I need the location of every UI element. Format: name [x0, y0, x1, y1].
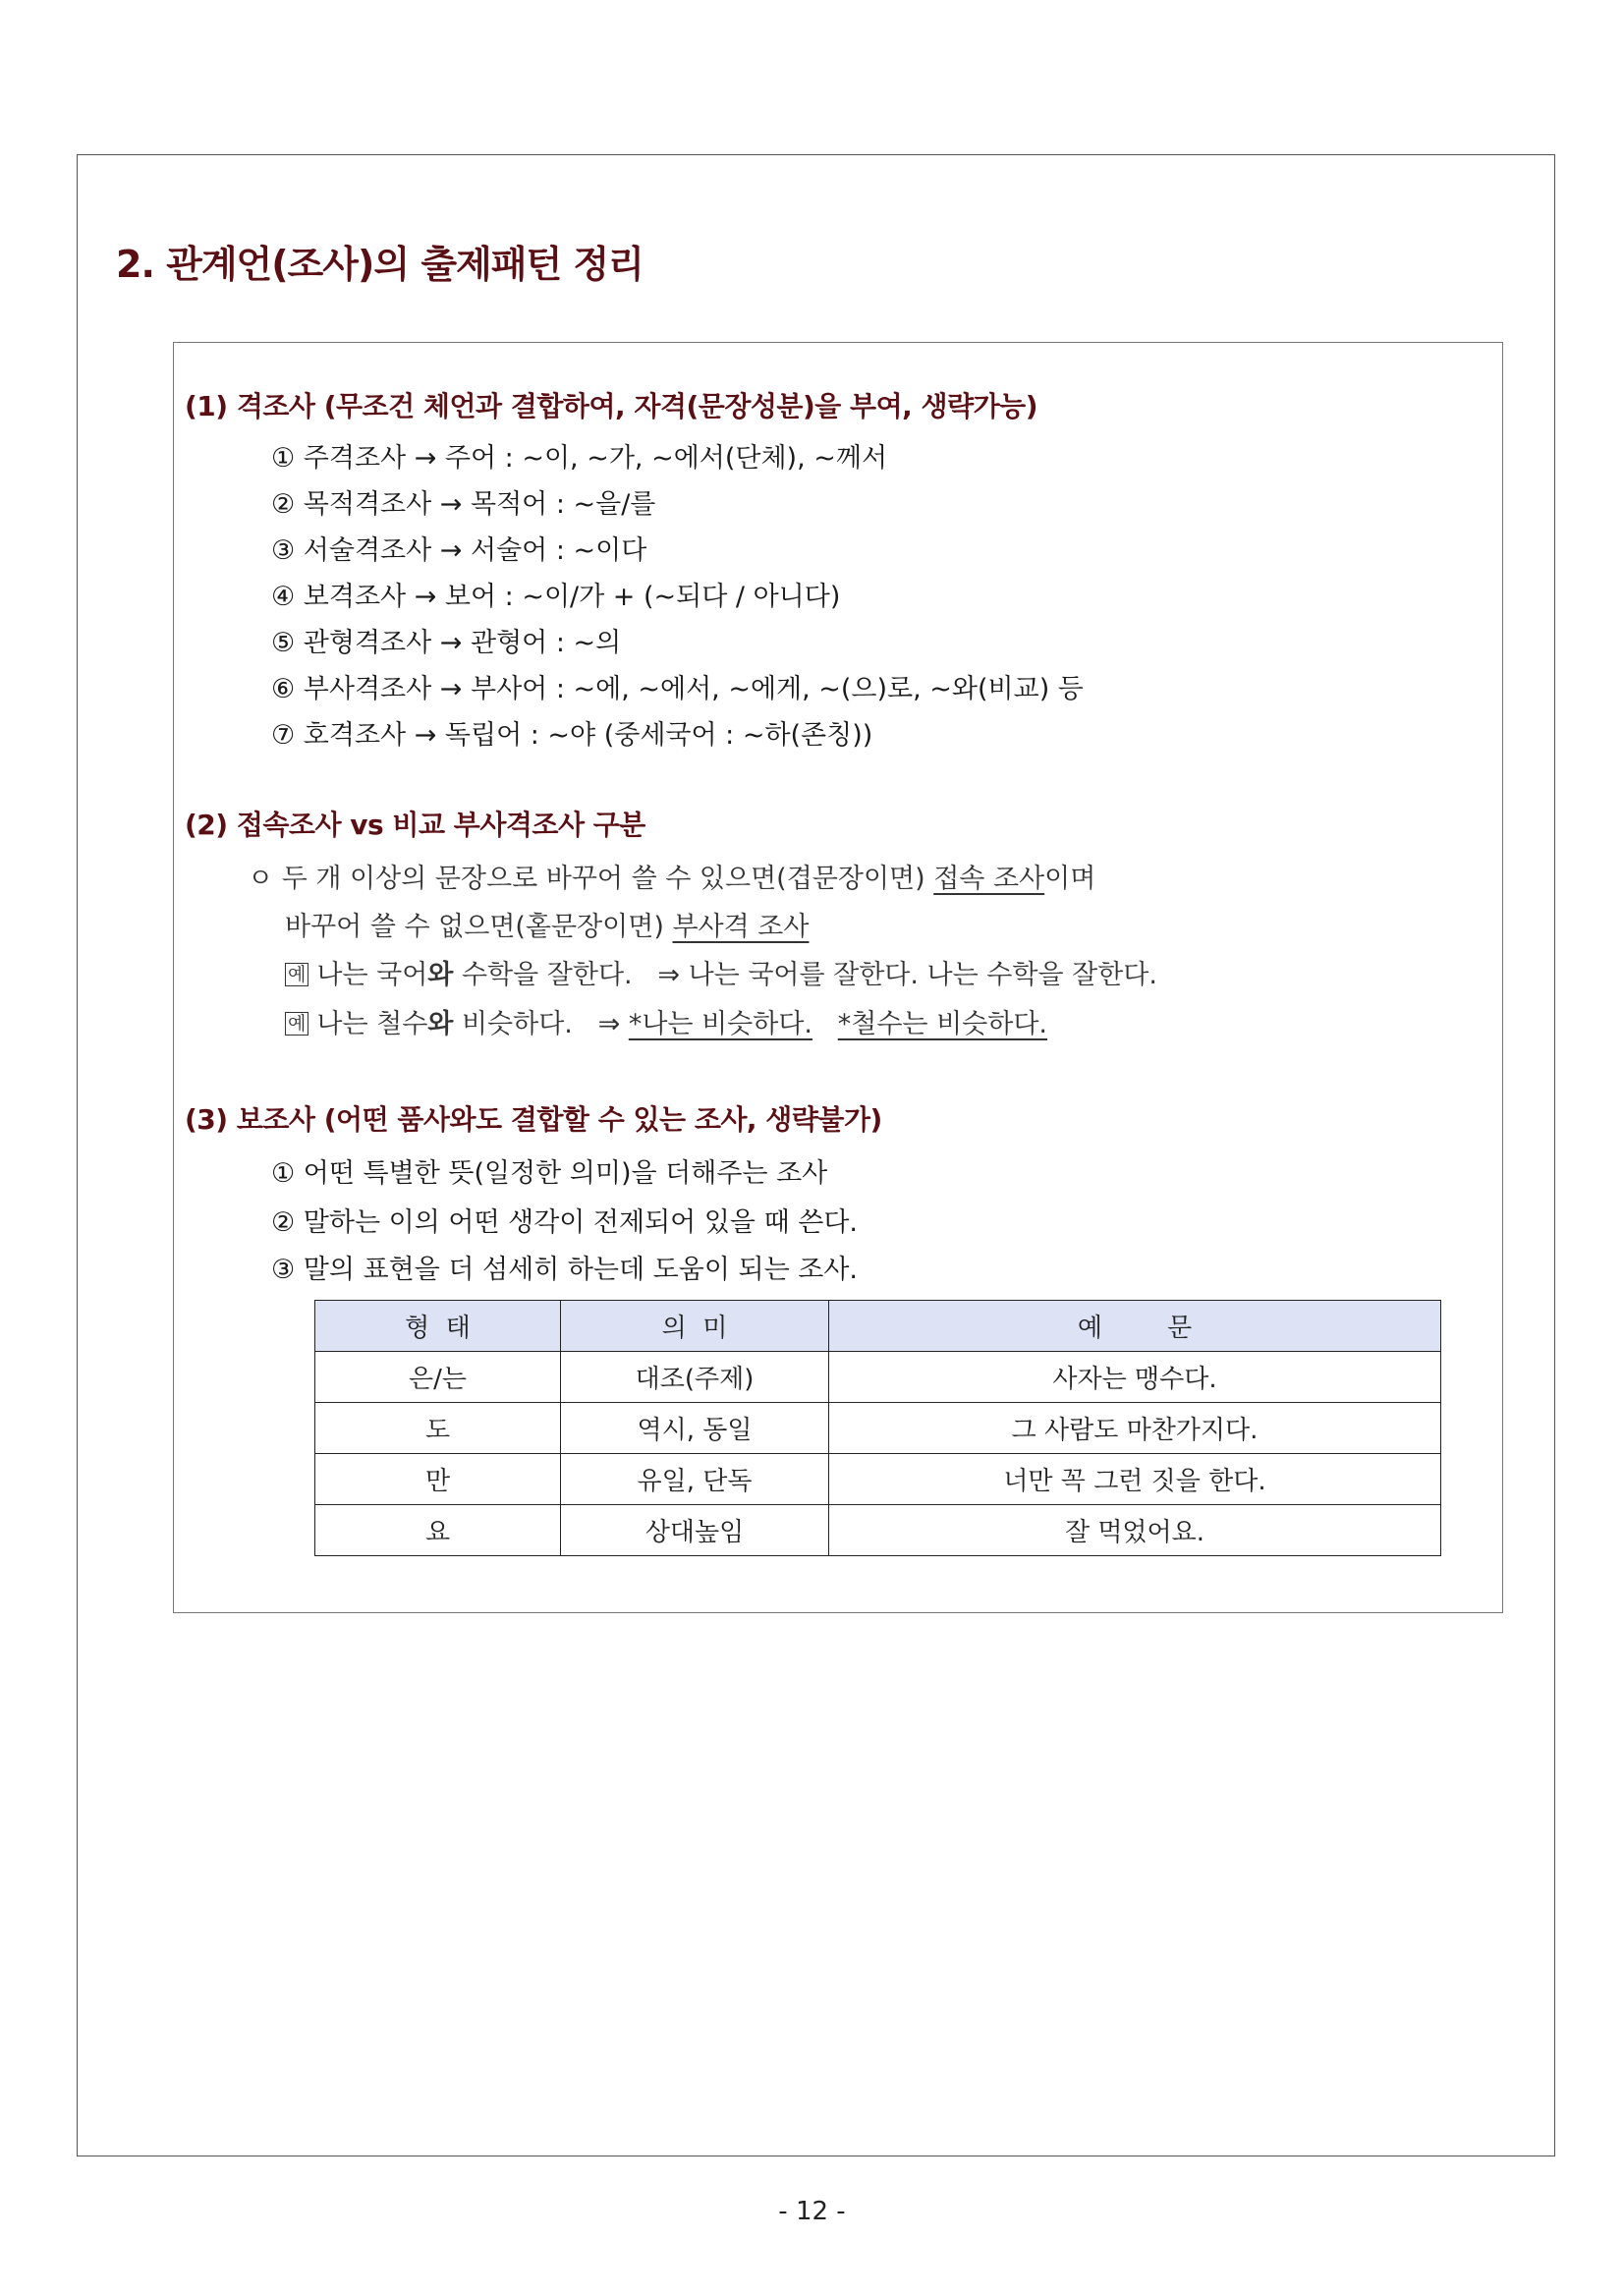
- section3-item-1: ① 어떤 특별한 뜻(일정한 의미)을 더해주는 조사: [271, 1158, 828, 1189]
- underlined-term-adverbial: 부사격 조사: [672, 912, 810, 942]
- table-cell: 역시, 동일: [561, 1403, 829, 1454]
- section2-title: (2) 접속조사 vs 비교 부사격조사 구분: [185, 809, 645, 841]
- table-cell: 만: [315, 1454, 561, 1505]
- table-cell: 요: [315, 1505, 561, 1556]
- underlined-term-conjunctive: 접속 조사: [933, 864, 1045, 894]
- section1-item-7: ⑦ 호격조사 → 독립어 : ~야 (중세국어 : ~하(존칭)): [271, 720, 873, 751]
- section1-item-3: ③ 서술격조사 → 서술어 : ~이다: [271, 535, 647, 566]
- example2-result-1: *나는 비슷하다.: [628, 1009, 812, 1039]
- table-header-row: [315, 1301, 1441, 1352]
- section1-item-5: ⑤ 관형격조사 → 관형어 : ~의: [271, 628, 622, 658]
- example1-particle: 와: [427, 960, 454, 990]
- section2-line-2: [285, 905, 809, 943]
- table-row: [315, 1352, 1441, 1403]
- table-cell: 사자는 맹수다.: [829, 1352, 1441, 1403]
- section3-title: (3) 보조사 (어떤 품사와도 결합할 수 있는 조사, 생략불가): [185, 1103, 882, 1136]
- section2-line1-text: 두 개 이상의 문장으로 바꾸어 쓸 수 있으면(겹문장이면): [281, 864, 934, 894]
- page-title: 2. 관계언(조사)의 출제패턴 정리: [116, 243, 644, 286]
- table-header-meaning: 의 미: [561, 1301, 829, 1352]
- bullet-marker: ㅇ: [248, 864, 274, 894]
- section2-line1-suffix: 이며: [1044, 864, 1096, 894]
- table-cell: 너만 꼭 그런 짓을 한다.: [829, 1454, 1441, 1505]
- particle-table: [314, 1300, 1441, 1556]
- section2-line-1: [248, 857, 1095, 895]
- section1-item-4: ④ 보격조사 → 보어 : ~이/가 + (~되다 / 아니다): [271, 582, 841, 612]
- table-row: [315, 1505, 1441, 1556]
- table-row: [315, 1454, 1441, 1505]
- section2-line2-text: 바꾸어 쓸 수 없으면(홑문장이면): [285, 912, 673, 942]
- example-1: [285, 953, 1157, 991]
- section3-item-3: ③ 말의 표현을 더 섬세히 하는데 도움이 되는 조사.: [271, 1255, 859, 1285]
- table-cell: 잘 먹었어요.: [829, 1505, 1441, 1556]
- example2-result-2: *철수는 비슷하다.: [837, 1009, 1047, 1039]
- example-label: 예: [285, 1012, 308, 1036]
- example2-particle: 와: [427, 1009, 454, 1039]
- example2-pre: 나는 철수: [316, 1009, 428, 1039]
- example1-pre: 나는 국어: [316, 960, 428, 990]
- table-row: [315, 1403, 1441, 1454]
- section1-title: (1) 격조사 (무조건 체언과 결합하여, 자격(문장성분)을 부여, 생략가능): [185, 390, 1038, 422]
- section3-item-2: ② 말하는 이의 어떤 생각이 전제되어 있을 때 쓴다.: [271, 1207, 859, 1238]
- table-header-example: 예 문: [829, 1301, 1441, 1352]
- section1-item-2: ② 목적격조사 → 목적어 : ~을/를: [271, 489, 656, 520]
- table-cell: 그 사람도 마찬가지다.: [829, 1403, 1441, 1454]
- example1-post: 수학을 잘한다. ⇒ 나는 국어를 잘한다. 나는 수학을 잘한다.: [453, 960, 1157, 990]
- table-cell: 대조(주제): [561, 1352, 829, 1403]
- example-2: [285, 1002, 1047, 1040]
- page-number: - 12 -: [778, 2197, 846, 2226]
- table-header-form: 형 태: [315, 1301, 561, 1352]
- section1-item-1: ① 주격조사 → 주어 : ~이, ~가, ~에서(단체), ~께서: [271, 443, 888, 474]
- example2-post: 비슷하다. ⇒: [453, 1009, 629, 1039]
- table-cell: 상대높임: [561, 1505, 829, 1556]
- example-label: 예: [285, 963, 308, 986]
- table-cell: 유일, 단독: [561, 1454, 829, 1505]
- table-cell: 은/는: [315, 1352, 561, 1403]
- section1-item-6: ⑥ 부사격조사 → 부사어 : ~에, ~에서, ~에게, ~(으)로, ~와(비교) 등: [271, 674, 1084, 704]
- table-cell: 도: [315, 1403, 561, 1454]
